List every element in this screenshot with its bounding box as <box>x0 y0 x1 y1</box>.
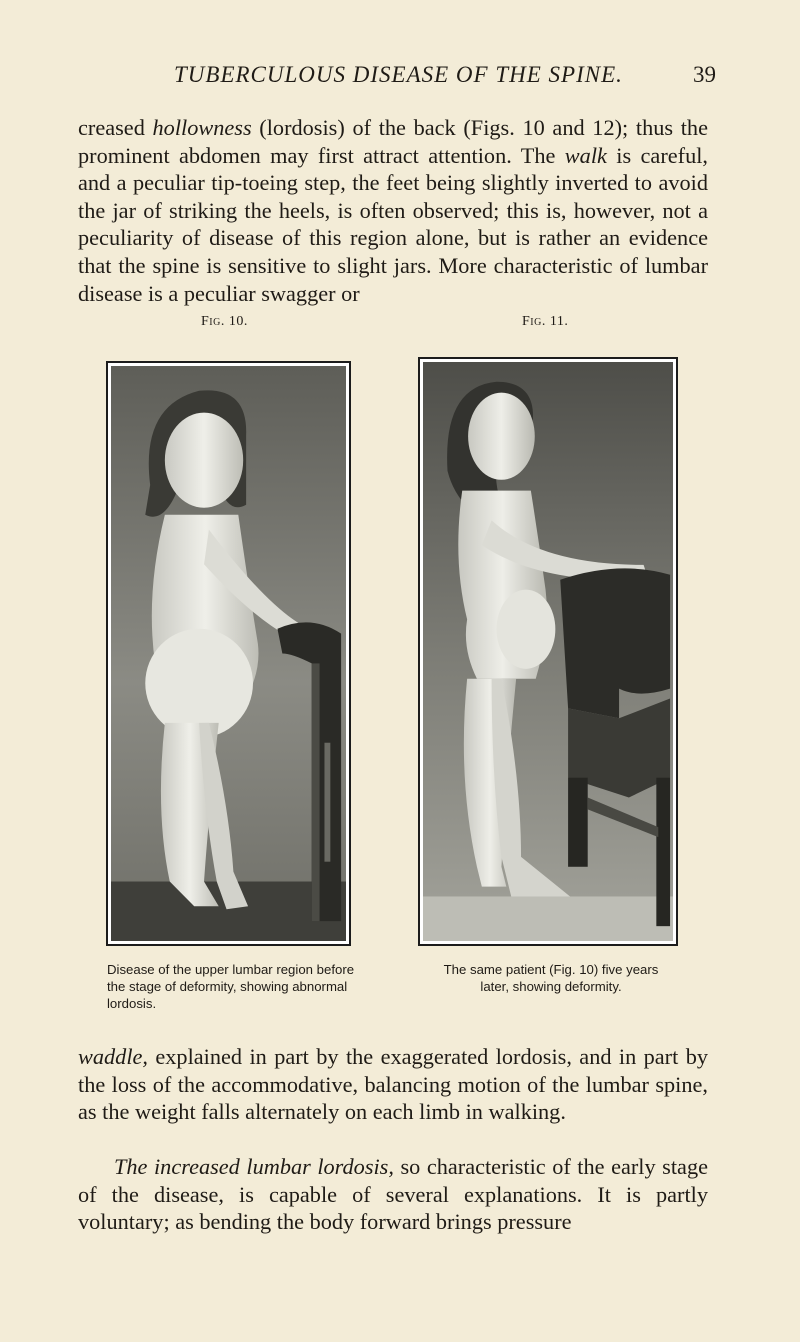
paragraph-1-text-b: (lordosis) of the back (Figs. 10 and 12); thus the prominent abdomen may first attract attention. The <box>78 115 708 168</box>
figure-10-caption: Disease of the upper lumbar region before the stage of deformity, showing abnormal lordosis. <box>107 962 355 1011</box>
paragraph-1-italic-hollowness: hollowness <box>152 115 252 140</box>
paragraph-2-text: explained in part by the exaggerated lordosis, and in part by the loss of the accommodative, balancing motion of the lumbar spine, as the weight falls alternately on each limb in walking. <box>78 1044 708 1125</box>
paragraph-2 <box>78 1043 708 1126</box>
paragraph-2-italic-waddle: waddle, <box>78 1044 148 1069</box>
figure-11-caption: The same patient (Fig. 10) five years later, showing deformity. <box>443 962 659 994</box>
paragraph-1 <box>78 114 708 307</box>
figure-10-illustration <box>111 366 346 941</box>
figure-11-illustration <box>423 362 673 941</box>
paragraph-3-italic-lead: The increased lumbar lordosis, <box>114 1154 394 1179</box>
figure-10-photograph <box>106 361 351 946</box>
running-title: TUBERCULOUS DISEASE OF THE SPINE. <box>174 62 623 87</box>
paragraph-1-italic-walk: walk <box>564 142 607 168</box>
paragraph-3-text: so characteristic of the early stage of the disease, is capable of several explanations. It is partly voluntary; as bending the body forward brings pressure <box>78 1154 708 1235</box>
page-number: 39 <box>693 62 716 87</box>
figure-11-photograph <box>418 357 678 946</box>
paragraph-3 <box>78 1153 708 1236</box>
running-head <box>70 62 730 92</box>
paragraph-1-text-a: creased <box>78 115 153 140</box>
paragraph-1-text-c: is careful, and a peculiar tip-toeing step, the feet being slightly inverted to avoid the jar of striking the heels, is often observed; this is, however, not a peculiarity of disease of this region alone, but is rather an evidence that the spine is sensitive to slight jars. More characteristic of lumbar disease is a peculiar swagger or <box>78 142 708 306</box>
figure-11-label: Fig. 11. <box>522 314 569 329</box>
figure-10-label: Fig. 10. <box>201 314 248 329</box>
